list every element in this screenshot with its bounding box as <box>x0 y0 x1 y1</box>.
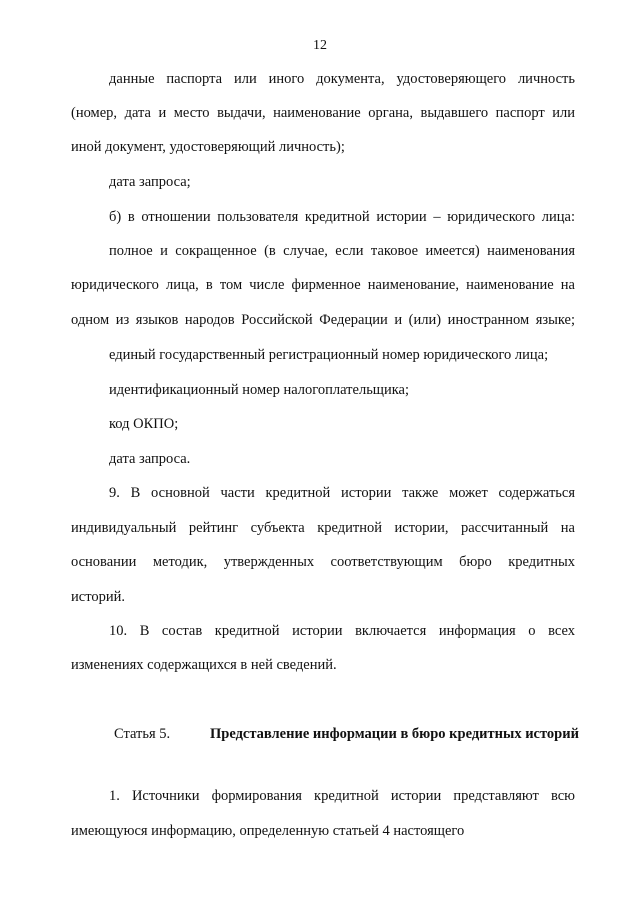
text-line: единый государственный регистрационный номер юридического лица; <box>109 347 549 363</box>
text-line: (номер, дата и место выдачи, наименование органа, выдавшего паспорт или <box>71 105 575 121</box>
text-line: код ОКПО; <box>109 416 179 432</box>
text-line: иной документ, удостоверяющий личность); <box>71 139 345 155</box>
text-line: одном из языков народов Российской Федерации и (или) иностранном языке; <box>71 312 575 328</box>
text-line: идентификационный номер налогоплательщика; <box>109 382 410 398</box>
text-line: б) в отношении пользователя кредитной истории – юридического лица: <box>109 209 575 225</box>
text-line: 9. В основной части кредитной истории также может содержаться <box>109 485 575 501</box>
text-line: 10. В состав кредитной истории включается информация о всех <box>109 623 575 639</box>
text-line: историй. <box>71 589 125 605</box>
page-number: 12 <box>313 38 327 53</box>
article-label: Статья 5. <box>114 726 171 742</box>
text-line: дата запроса. <box>109 451 191 467</box>
text-line: данные паспорта или иного документа, удостоверяющего личность <box>109 71 575 87</box>
text-line: изменениях содержащихся в ней сведений. <box>71 657 337 673</box>
text-line: индивидуальный рейтинг субъекта кредитной истории, рассчитанный на <box>71 520 575 536</box>
text-line: имеющуюся информацию, определенную статьей 4 настоящего <box>71 823 465 839</box>
text-line: 1. Источники формирования кредитной истории представляют всю <box>109 788 575 804</box>
text-line: юридического лица, в том числе фирменное наименование, наименование на <box>71 277 575 293</box>
text-line: полное и сокращенное (в случае, если таковое имеется) наименования <box>109 243 575 259</box>
text-line: основании методик, утвержденных соответствующим бюро кредитных <box>71 554 575 570</box>
article-title: Представление информации в бюро кредитных историй <box>210 726 579 742</box>
text-line: дата запроса; <box>109 174 191 190</box>
